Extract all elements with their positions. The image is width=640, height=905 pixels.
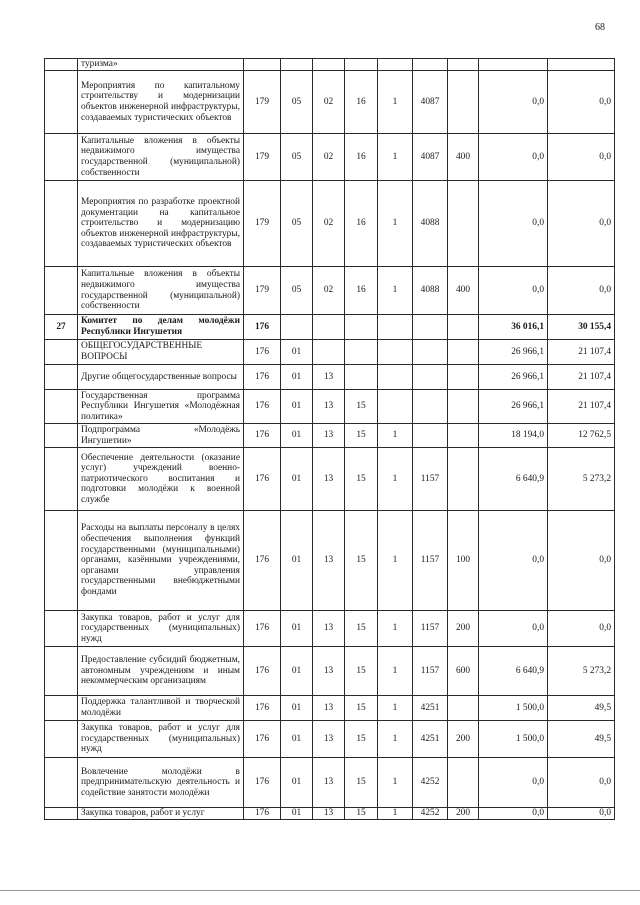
section-code-cell: 01 (281, 758, 313, 808)
ministry-code-cell: 179 (244, 267, 281, 315)
program-code-cell (345, 59, 378, 71)
item-name-cell: Капитальные вложения в объекты недвижимого имущества государственной (муниципальной) собственности (78, 267, 244, 315)
section-code-cell: 01 (281, 647, 313, 696)
ministry-code-cell: 176 (244, 340, 281, 365)
planned-amount-cell: 0,0 (479, 71, 548, 134)
program-code-cell (345, 340, 378, 365)
section-code-cell: 05 (281, 181, 313, 267)
item-name-cell: Расходы на выплаты персоналу в целях обеспечения выполнения функций государственными (муниципальными) органами, казёнными учреждениями, органами управления государственными внебюджетными фондами (78, 511, 244, 611)
executed-amount-cell: 21 107,4 (548, 390, 615, 424)
section-code-cell: 05 (281, 267, 313, 315)
budget-table (44, 58, 615, 820)
subsection-code-cell: 13 (313, 611, 345, 647)
program-code-cell: 15 (345, 448, 378, 511)
subprogram-code-cell: 1 (378, 424, 413, 448)
program-code-cell: 15 (345, 808, 378, 820)
executed-amount-cell: 0,0 (548, 71, 615, 134)
expense-type-cell (448, 71, 479, 134)
table-row (45, 647, 615, 696)
section-code-cell: 01 (281, 721, 313, 758)
row-number-cell (45, 59, 78, 71)
ministry-code-cell: 176 (244, 448, 281, 511)
item-name-cell: Мероприятия по капитальному строительству и модернизации объектов инженерной инфраструктуры, создаваемых туристических объектов (78, 71, 244, 134)
budget-table-body (45, 59, 615, 820)
table-row (45, 267, 615, 315)
subprogram-code-cell: 1 (378, 758, 413, 808)
subsection-code-cell: 13 (313, 721, 345, 758)
row-number-cell (45, 721, 78, 758)
ministry-code-cell: 176 (244, 647, 281, 696)
table-row (45, 71, 615, 134)
ministry-code-cell: 176 (244, 696, 281, 721)
section-code-cell: 01 (281, 424, 313, 448)
ministry-code-cell: 176 (244, 721, 281, 758)
table-row (45, 758, 615, 808)
subsection-code-cell: 13 (313, 647, 345, 696)
table-row (45, 511, 615, 611)
ministry-code-cell: 176 (244, 511, 281, 611)
planned-amount-cell: 0,0 (479, 611, 548, 647)
program-code-cell: 15 (345, 424, 378, 448)
executed-amount-cell (548, 59, 615, 71)
expense-type-cell (448, 696, 479, 721)
row-number-cell (45, 340, 78, 365)
subprogram-code-cell: 1 (378, 611, 413, 647)
program-code-cell (345, 365, 378, 390)
ministry-code-cell: 176 (244, 315, 281, 340)
section-code-cell: 01 (281, 611, 313, 647)
item-name-cell: Поддержка талантливой и творческой молодёжи (78, 696, 244, 721)
ministry-code-cell: 176 (244, 365, 281, 390)
direction-code-cell: 4088 (413, 267, 448, 315)
table-row (45, 696, 615, 721)
expense-type-cell (448, 390, 479, 424)
row-number-cell (45, 511, 78, 611)
section-code-cell: 01 (281, 365, 313, 390)
planned-amount-cell: 1 500,0 (479, 721, 548, 758)
section-code-cell: 01 (281, 511, 313, 611)
program-code-cell: 15 (345, 758, 378, 808)
expense-type-cell (448, 181, 479, 267)
table-row (45, 59, 615, 71)
expense-type-cell: 200 (448, 721, 479, 758)
program-code-cell: 15 (345, 390, 378, 424)
subprogram-code-cell (378, 59, 413, 71)
table-row (45, 315, 615, 340)
row-number-cell (45, 365, 78, 390)
expense-type-cell: 100 (448, 511, 479, 611)
subprogram-code-cell: 1 (378, 134, 413, 181)
direction-code-cell: 4252 (413, 808, 448, 820)
subsection-code-cell: 13 (313, 390, 345, 424)
subsection-code-cell: 13 (313, 365, 345, 390)
table-row (45, 611, 615, 647)
executed-amount-cell: 21 107,4 (548, 340, 615, 365)
executed-amount-cell: 0,0 (548, 808, 615, 820)
program-code-cell: 16 (345, 134, 378, 181)
section-code-cell: 01 (281, 340, 313, 365)
subprogram-code-cell: 1 (378, 71, 413, 134)
program-code-cell: 15 (345, 721, 378, 758)
direction-code-cell (413, 390, 448, 424)
subsection-code-cell: 13 (313, 808, 345, 820)
subprogram-code-cell: 1 (378, 511, 413, 611)
section-code-cell: 01 (281, 808, 313, 820)
planned-amount-cell: 6 640,9 (479, 448, 548, 511)
section-code-cell: 01 (281, 390, 313, 424)
subprogram-code-cell (378, 365, 413, 390)
direction-code-cell (413, 59, 448, 71)
subprogram-code-cell (378, 315, 413, 340)
planned-amount-cell: 0,0 (479, 181, 548, 267)
row-number-cell (45, 267, 78, 315)
expense-type-cell (448, 424, 479, 448)
planned-amount-cell: 0,0 (479, 808, 548, 820)
expense-type-cell: 200 (448, 808, 479, 820)
subsection-code-cell (313, 315, 345, 340)
subsection-code-cell: 02 (313, 181, 345, 267)
subsection-code-cell: 13 (313, 511, 345, 611)
item-name-cell: Предоставление субсидий бюджетным, автономным учреждениям и иным некоммерческим организациям (78, 647, 244, 696)
subprogram-code-cell: 1 (378, 181, 413, 267)
planned-amount-cell: 0,0 (479, 511, 548, 611)
item-name-cell: Закупка товаров, работ и услуг для государственных (муниципальных) нужд (78, 611, 244, 647)
row-number-cell (45, 758, 78, 808)
item-name-cell: Капитальные вложения в объекты недвижимого имущества государственной (муниципальной) собственности (78, 134, 244, 181)
direction-code-cell: 4088 (413, 181, 448, 267)
subsection-code-cell: 02 (313, 267, 345, 315)
planned-amount-cell: 0,0 (479, 758, 548, 808)
row-number-cell (45, 181, 78, 267)
planned-amount-cell: 6 640,9 (479, 647, 548, 696)
item-name-cell: Закупка товаров, работ и услуг (78, 808, 244, 820)
direction-code-cell: 1157 (413, 647, 448, 696)
ministry-code-cell: 176 (244, 424, 281, 448)
ministry-code-cell: 176 (244, 758, 281, 808)
direction-code-cell (413, 365, 448, 390)
subprogram-code-cell: 1 (378, 267, 413, 315)
item-name-cell: Государственная программа Республики Ингушетия «Молодёжная политика» (78, 390, 244, 424)
item-name-cell: туризма» (78, 59, 244, 71)
direction-code-cell: 4087 (413, 71, 448, 134)
section-code-cell: 01 (281, 696, 313, 721)
subprogram-code-cell: 1 (378, 808, 413, 820)
executed-amount-cell: 0,0 (548, 134, 615, 181)
direction-code-cell: 4252 (413, 758, 448, 808)
planned-amount-cell: 26 966,1 (479, 340, 548, 365)
program-code-cell: 15 (345, 611, 378, 647)
item-name-cell: Вовлечение молодёжи в предпринимательскую деятельность и содействие занятости молодёжи (78, 758, 244, 808)
executed-amount-cell: 21 107,4 (548, 365, 615, 390)
subsection-code-cell: 02 (313, 71, 345, 134)
table-row (45, 134, 615, 181)
direction-code-cell: 4251 (413, 721, 448, 758)
ministry-code-cell: 176 (244, 611, 281, 647)
direction-code-cell: 1157 (413, 448, 448, 511)
executed-amount-cell: 0,0 (548, 511, 615, 611)
section-code-cell (281, 315, 313, 340)
ministry-code-cell: 179 (244, 71, 281, 134)
subsection-code-cell: 02 (313, 134, 345, 181)
planned-amount-cell: 1 500,0 (479, 696, 548, 721)
section-code-cell: 05 (281, 134, 313, 181)
program-code-cell: 15 (345, 647, 378, 696)
expense-type-cell (448, 758, 479, 808)
executed-amount-cell: 12 762,5 (548, 424, 615, 448)
ministry-code-cell (244, 59, 281, 71)
row-number-cell (45, 448, 78, 511)
item-name-cell: Подпрограмма «Молодёжь Ингушетии» (78, 424, 244, 448)
subsection-code-cell: 13 (313, 758, 345, 808)
row-number-cell (45, 696, 78, 721)
direction-code-cell: 1157 (413, 611, 448, 647)
item-name-cell: Комитет по делам молодёжи Республики Ингушетия (78, 315, 244, 340)
expense-type-cell: 400 (448, 267, 479, 315)
subprogram-code-cell: 1 (378, 647, 413, 696)
table-row (45, 721, 615, 758)
planned-amount-cell: 26 966,1 (479, 390, 548, 424)
planned-amount-cell: 0,0 (479, 267, 548, 315)
direction-code-cell: 4087 (413, 134, 448, 181)
page-number: 68 (595, 22, 605, 33)
footer-rule (0, 890, 640, 891)
direction-code-cell (413, 424, 448, 448)
row-number-cell (45, 71, 78, 134)
item-name-cell: ОБЩЕГОСУДАРСТВЕННЫЕ ВОПРОСЫ (78, 340, 244, 365)
table-row (45, 808, 615, 820)
executed-amount-cell: 0,0 (548, 611, 615, 647)
expense-type-cell (448, 365, 479, 390)
planned-amount-cell (479, 59, 548, 71)
row-number-cell (45, 424, 78, 448)
subsection-code-cell (313, 340, 345, 365)
ministry-code-cell: 176 (244, 390, 281, 424)
item-name-cell: Обеспечение деятельности (оказание услуг) учреждений военно-патриотического воспитания и подготовки молодёжи к военной службе (78, 448, 244, 511)
row-number-cell (45, 647, 78, 696)
subprogram-code-cell: 1 (378, 721, 413, 758)
direction-code-cell (413, 315, 448, 340)
subsection-code-cell: 13 (313, 696, 345, 721)
executed-amount-cell: 30 155,4 (548, 315, 615, 340)
executed-amount-cell: 49,5 (548, 696, 615, 721)
program-code-cell: 15 (345, 511, 378, 611)
subsection-code-cell (313, 59, 345, 71)
table-row (45, 365, 615, 390)
program-code-cell: 16 (345, 71, 378, 134)
item-name-cell: Мероприятия по разработке проектной документации на капитальное строительство и модернизацию объектов инженерной инфраструктуры, создаваемых туристических объектов (78, 181, 244, 267)
program-code-cell: 16 (345, 267, 378, 315)
expense-type-cell (448, 448, 479, 511)
executed-amount-cell: 5 273,2 (548, 647, 615, 696)
row-number-cell (45, 808, 78, 820)
executed-amount-cell: 0,0 (548, 267, 615, 315)
planned-amount-cell: 26 966,1 (479, 365, 548, 390)
row-number-cell (45, 611, 78, 647)
planned-amount-cell: 36 016,1 (479, 315, 548, 340)
executed-amount-cell: 49,5 (548, 721, 615, 758)
item-name-cell: Другие общегосударственные вопросы (78, 365, 244, 390)
program-code-cell: 15 (345, 696, 378, 721)
program-code-cell (345, 315, 378, 340)
table-row (45, 181, 615, 267)
ministry-code-cell: 179 (244, 134, 281, 181)
row-number-cell: 27 (45, 315, 78, 340)
section-code-cell: 05 (281, 71, 313, 134)
expense-type-cell (448, 59, 479, 71)
expense-type-cell (448, 315, 479, 340)
subprogram-code-cell (378, 390, 413, 424)
direction-code-cell (413, 340, 448, 365)
expense-type-cell: 200 (448, 611, 479, 647)
subprogram-code-cell: 1 (378, 448, 413, 511)
program-code-cell: 16 (345, 181, 378, 267)
executed-amount-cell: 5 273,2 (548, 448, 615, 511)
row-number-cell (45, 134, 78, 181)
subprogram-code-cell: 1 (378, 696, 413, 721)
subsection-code-cell: 13 (313, 424, 345, 448)
expense-type-cell (448, 340, 479, 365)
planned-amount-cell: 0,0 (479, 134, 548, 181)
expense-type-cell: 400 (448, 134, 479, 181)
executed-amount-cell: 0,0 (548, 181, 615, 267)
section-code-cell: 01 (281, 448, 313, 511)
executed-amount-cell: 0,0 (548, 758, 615, 808)
table-row (45, 390, 615, 424)
item-name-cell: Закупка товаров, работ и услуг для государственных (муниципальных) нужд (78, 721, 244, 758)
planned-amount-cell: 18 194,0 (479, 424, 548, 448)
table-row (45, 448, 615, 511)
subprogram-code-cell (378, 340, 413, 365)
subsection-code-cell: 13 (313, 448, 345, 511)
direction-code-cell: 4251 (413, 696, 448, 721)
table-row (45, 424, 615, 448)
ministry-code-cell: 179 (244, 181, 281, 267)
table-row (45, 340, 615, 365)
ministry-code-cell: 176 (244, 808, 281, 820)
direction-code-cell: 1157 (413, 511, 448, 611)
expense-type-cell: 600 (448, 647, 479, 696)
section-code-cell (281, 59, 313, 71)
row-number-cell (45, 390, 78, 424)
